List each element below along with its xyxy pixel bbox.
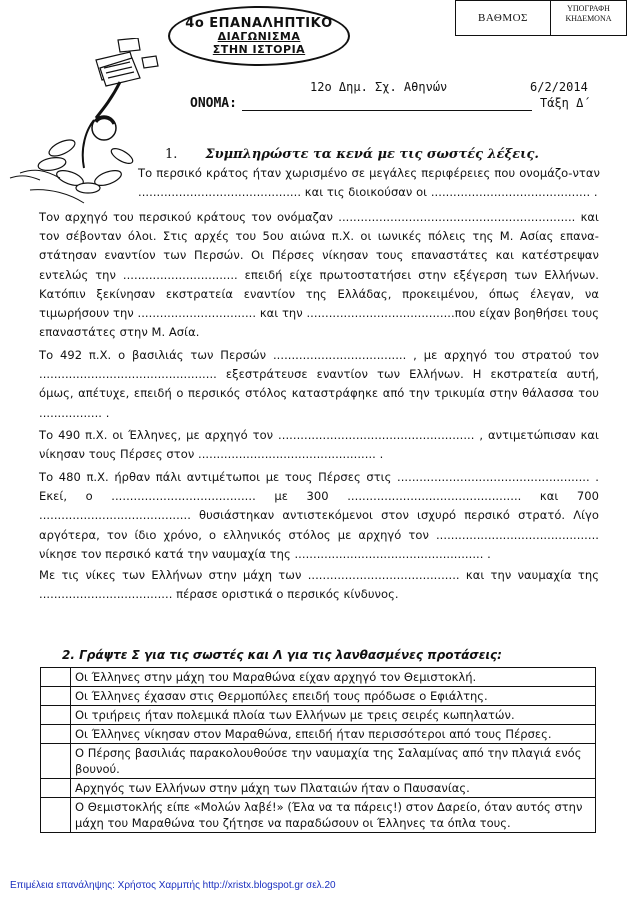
name-label: ΟΝΟΜΑ:	[190, 96, 237, 111]
section-1-heading	[165, 147, 539, 162]
school-name: 12ο Δημ. Σχ. Αθηνών	[310, 80, 448, 94]
fill-in-paragraph-6: Με τις νίκες των Ελλήνων στην μάχη των ......................................... και την ναυμαχία της .................................... πέρασε οριστικά ο περσικός κίνδυνος.	[39, 568, 599, 602]
statement-row	[41, 725, 596, 744]
answer-box[interactable]	[41, 706, 71, 725]
true-false-table	[40, 667, 596, 833]
answer-box[interactable]	[41, 687, 71, 706]
footer-credit: Επιμέλεια επανάληψης: Χρήστος Χαρμπής http://xristx.blogspot.gr σελ.20	[10, 880, 336, 891]
statement-text: Ο Πέρσης βασιλιάς παρακολουθούσε την ναυμαχία της Σαλαμίνας από την πλαγιά ενός βουνού.	[71, 744, 596, 779]
answer-box[interactable]	[41, 744, 71, 779]
statement-text: Ο Θεμιστοκλής είπε «Μολών λαβέ!» (Έλα να τα πάρεις!) στον Δαρείο, όταν αυτός στην μάχη του Μαραθώνα του ζήτησε να παραδώσουν οι Έλληνες τα όπλα τους.	[71, 798, 596, 833]
statement-row	[41, 706, 596, 725]
statement-row	[41, 687, 596, 706]
title-line-3: ΣΤΗΝ ΙΣΤΟΡΙΑ	[212, 42, 306, 56]
statement-row	[41, 779, 596, 798]
statement-text: Οι Έλληνες νίκησαν στον Μαραθώνα, επειδή ήταν περισσότεροι από τους Πέρσες.	[71, 725, 596, 744]
answer-box[interactable]	[41, 779, 71, 798]
answer-box[interactable]	[41, 725, 71, 744]
statement-text: Οι Έλληνες έχασαν στις Θερμοπύλες επειδή τους πρόδωσε ο Εφιάλτης.	[71, 687, 596, 706]
worksheet-title	[168, 6, 350, 66]
title-line-2: ΔΙΑΓΩΝΙΣΜΑ	[217, 29, 301, 43]
section-1-title: Συμπληρώστε τα κενά με τις σωστές λέξεις.	[205, 147, 539, 162]
signature-label: ΥΠΟΓΡΑΦΗ ΚΗΔΕΜΟΝΑ	[565, 4, 612, 23]
fill-in-paragraph-1: Το περσικό κράτος ήταν χωρισμένο σε μεγάλες περιφέρειες που ονομάζο-νταν ............................................ και τις διοικούσαν οι ........................................... .	[138, 166, 600, 200]
title-line-1: 4ο ΕΠΑΝΑΛΗΠΤΙΚΟ	[185, 15, 333, 31]
answer-box[interactable]	[41, 668, 71, 687]
worksheet-date: 6/2/2014	[530, 80, 588, 94]
statement-text: Οι τριήρεις ήταν πολεμικά πλοία των Ελλήνων με τρεις σειρές κωπηλατών.	[71, 706, 596, 725]
statement-text: Οι Έλληνες στην μάχη του Μαραθώνα είχαν αρχηγό τον Θεμιστοκλή.	[71, 668, 596, 687]
fill-in-paragraph-3: Το 492 π.Χ. ο βασιλιάς των Περσών .................................... , με αρχηγό του στρατού τον ................................................ εξεστράτευσε εναντίον των Ελλήνων. Η εκστρατεία αυτή, όμως, απέτυχε, επειδή ο περσικός στόλος καταστράφηκε από την τρικυμία στην θάλασσα του ................. .	[39, 348, 599, 420]
grade-label: ΒΑΘΜΟΣ	[456, 1, 551, 35]
statement-text: Αρχηγός των Ελλήνων στην μάχη των Πλαταιών ήταν ο Παυσανίας.	[71, 779, 596, 798]
grade-box	[455, 0, 627, 36]
class-label: Τάξη Δ΄	[540, 96, 591, 110]
answer-box[interactable]	[41, 798, 71, 833]
statement-row	[41, 744, 596, 779]
fill-in-paragraph-4: Το 490 π.Χ. οι Έλληνες, με αρχηγό τον ..................................................... , αντιμετώπισαν και νίκησαν τους Πέρσες στον ................................................ .	[39, 428, 599, 462]
section-1-number: 1.	[165, 147, 178, 162]
name-field[interactable]	[242, 110, 532, 111]
paper-tossing-person-illustration	[0, 38, 160, 210]
statement-row	[41, 798, 596, 833]
fill-in-paragraph-5: Το 480 π.Χ. ήρθαν πάλι αντιμέτωποι με τους Πέρσες στις .................................................... . Εκεί, ο ....................................... με 300 ............................................... και 700 ......................................... θυσιάστηκαν αντιστεκόμενοι στον ισχυρό περσικό στρατό. Λίγο αργότερα, τον ίδιο χρόνο, ο ελληνικός στόλος με αρχηγό τον ............................................ νίκησε τον περσικό κατά την ναυμαχία της ................................................... .	[39, 470, 599, 561]
section-2-title: 2. Γράψτε Σ για τις σωστές και Λ για τις λανθασμένες προτάσεις:	[62, 648, 502, 662]
statement-row	[41, 668, 596, 687]
fill-in-paragraph-2: Τον αρχηγό του περσικού κράτους τον ονόμαζαν ................................................................ και τον σέβονταν όλοι. Στις αρχές του 5ου αιώνα π.Χ. οι ιωνικές πόλεις της Μ. Ασίας επανα-στάτησαν εναντίον των Περσών. Οι Πέρσες νίκησαν τους επαναστάτες και κατέστρεψαν εντελώς την ............................... επειδή είχε πρωτοστατήσει στην εξέγερση των Ελλήνων. Κατόπιν ξεκίνησαν εκστρατεία εναντίον της Ελλάδας, προκειμένου, όπως έλεγαν, να τιμωρήσουν την ................................ και την ........................................που είχαν βοηθήσει τους επαναστάτες στην Μ. Ασία.	[39, 210, 599, 340]
